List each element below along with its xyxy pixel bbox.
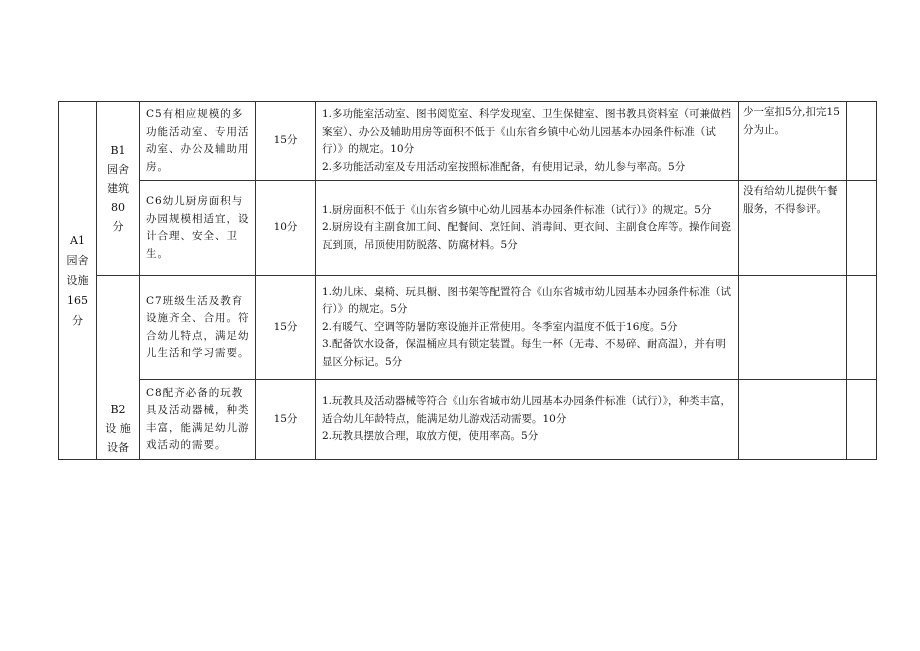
table-row [59,380,877,460]
b1-category-cell: B1 园舍 建筑 80 分 [97,102,140,276]
standards-cell [316,181,739,276]
standards-cell [316,276,739,380]
standards-cell [316,380,739,460]
note-cell [739,276,847,380]
blank-cell [847,102,877,181]
standard-item: 1.玩教具及活动器械等符合《山东省城市幼儿园基本办园条件标准（试行）》，种类丰富，适合幼儿年龄特点，能满足幼儿游戏活动需要。10分 [322,395,732,425]
criterion-cell: C5有相应规模的多功能活动室、专用活动室、办公及辅助用房。 [140,102,256,181]
table-row [59,181,877,276]
evaluation-table [58,101,877,460]
standard-item: 3.配备饮水设备，保温桶应具有锁定装置。每生一杯（无毒、不易碎、耐高温），并有明显区分标记。5分 [322,338,726,368]
table-row [59,276,877,380]
note-cell: 没有给幼儿提供午餐服务，不得参评。 [739,181,847,276]
standard-item: 1.多功能室活动室、图书阅览室、科学发现室、卫生保健室、图书教具资料室（可兼做档案室）、办公及辅助用房等面积不低于《山东省乡镇中心幼儿园基本办园条件标准（试行）》的规定。10分 [322,108,732,155]
criterion-cell: C6幼儿厨房面积与办园规模相适宜，设计合理、安全、卫生。 [140,181,256,276]
standard-item: 1.厨房面积不低于《山东省乡镇中心幼儿园基本办园条件标准（试行）》的规定。5分 [322,203,712,216]
standard-item: 2.有暖气、空调等防暑防寒设施并正常使用。冬季室内温度不低于16度。5分 [322,320,678,333]
standard-item: 2.玩教具摆放合理，取放方便，使用率高。5分 [322,430,539,443]
a1-category-cell: A1 园舍 设施 165 分 [59,102,97,460]
score-cell: 15分 [256,276,316,380]
standard-item: 1.幼儿床、桌椅、玩具橱、图书架等配置符合《山东省城市幼儿园基本办园条件标准（试行）》的规定。5分 [322,285,732,316]
score-cell: 15分 [256,102,316,181]
score-cell: 10分 [256,181,316,276]
criterion-cell: C7班级生活及教育设施齐全、合用。符合幼儿特点，满足幼儿生活和学习需要。 [140,276,256,380]
b2-category-cell: B2 设 施 设备 [97,276,140,460]
blank-cell [847,276,877,380]
blank-cell [847,181,877,276]
note-cell [739,380,847,460]
score-cell: 15分 [256,380,316,460]
table-row [59,102,877,181]
standards-cell [316,102,739,181]
note-cell: 少一室扣5分,扣完15分为止。 [739,102,847,181]
standard-item: 2.厨房设有主副食加工间、配餐间、烹饪间、消毒间、更衣间、主副食仓库等。操作间瓷瓦到顶，吊顶使用防脱落、防腐材料。5分 [322,221,732,251]
standard-item: 2.多功能活动室及专用活动室按照标准配备，有使用记录，幼儿参与率高。5分 [322,160,686,173]
criterion-cell: C8配齐必备的玩教具及活动器械，种类丰富，能满足幼儿游戏活动的需要。 [140,380,256,460]
blank-cell [847,380,877,460]
